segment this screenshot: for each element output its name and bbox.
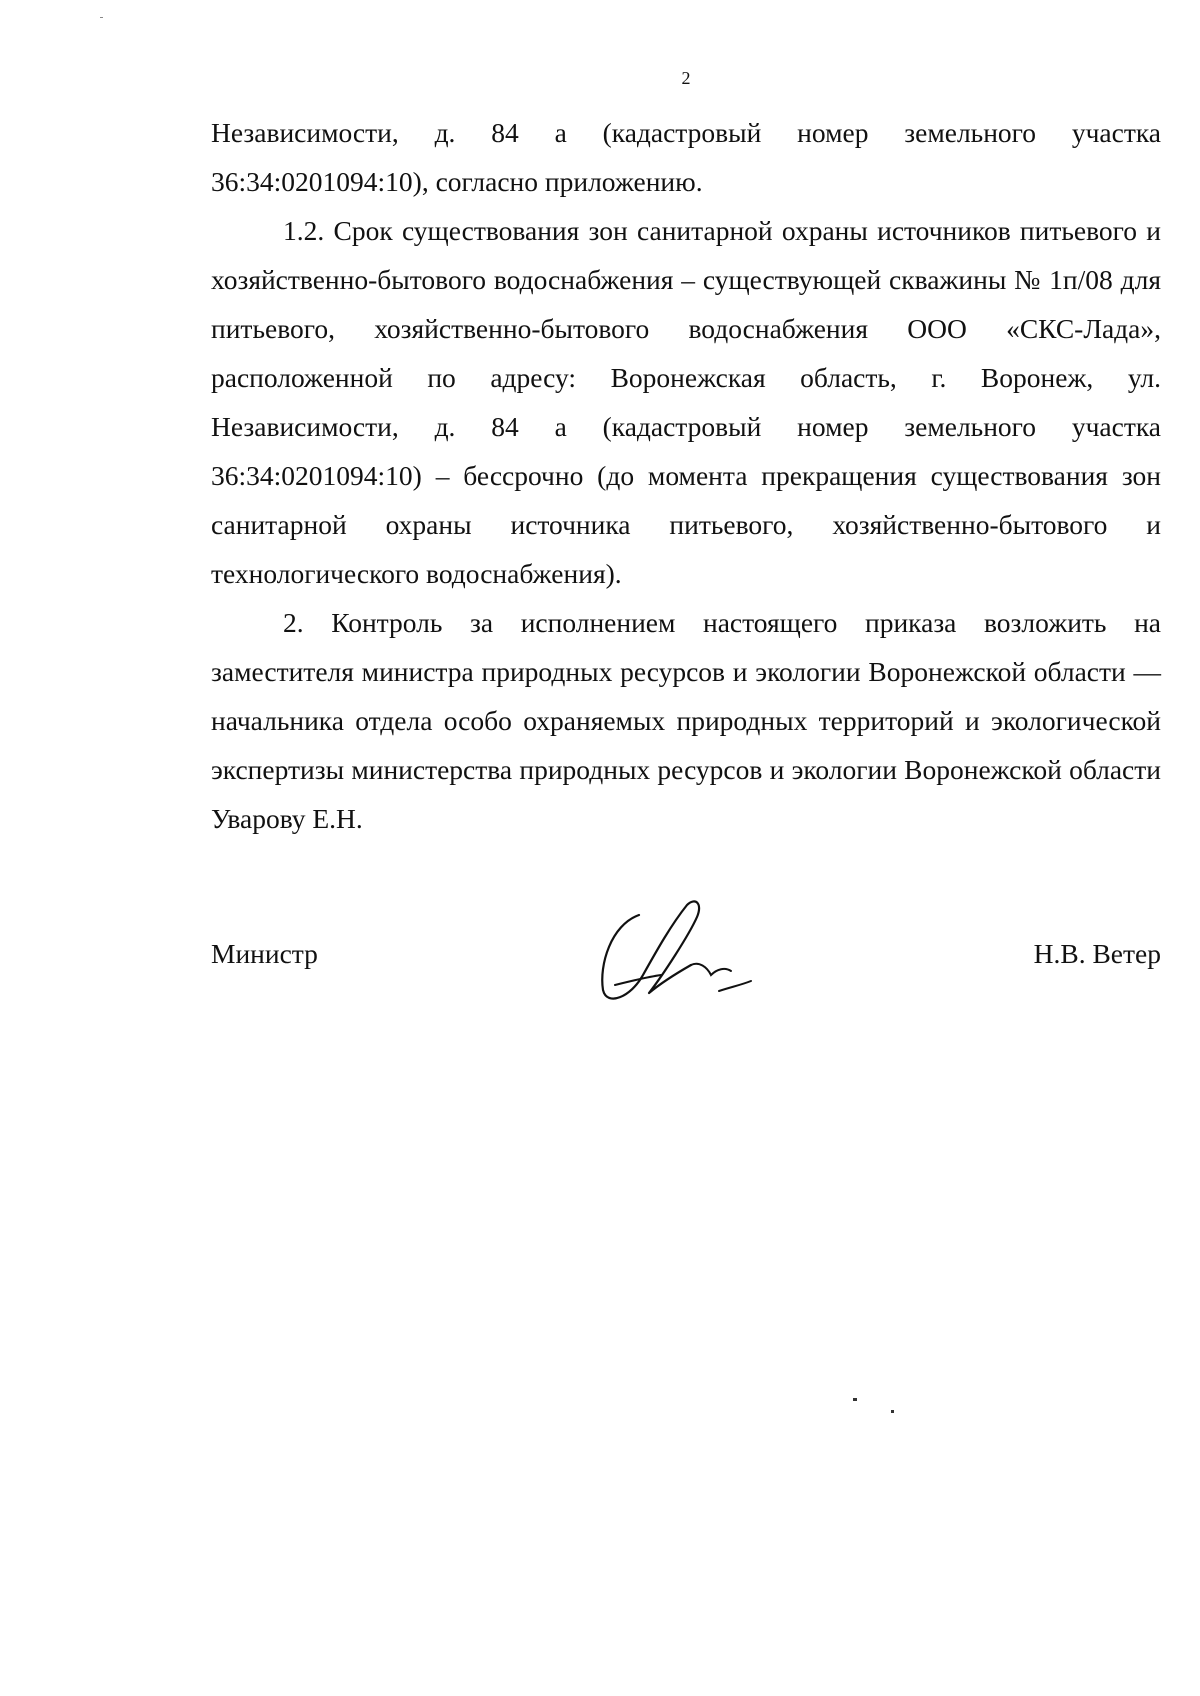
- paragraph-continuation: Независимости, д. 84 а (кадастровый номер земельного участка 36:34:0201094:10), согласно приложению.: [211, 117, 1161, 197]
- scan-mark: [891, 1410, 894, 1413]
- handwritten-signature: [591, 895, 771, 1005]
- signatory-title: Министр: [211, 938, 318, 969]
- document-body: [211, 108, 1161, 843]
- page-number: 2: [681, 68, 691, 88]
- paragraph-2: 2. Контроль за исполнением настоящего приказа возложить на заместителя министра природных ресурсов и экологии Воронежской области — начальника отдела особо охраняемых природных территорий и экологической экспертизы министерства природных ресурсов и экологии Воронежской области Уварову Е.Н.: [211, 607, 1161, 834]
- paragraph-1-2: 1.2. Срок существования зон санитарной охраны источников питьевого и хозяйственно-бытового водоснабжения – существующей скважины № 1п/08 для питьевого, хозяйственно-бытового водоснабжения ООО «СКС-Лада», расположенной по адресу: Воронежская область, г. Воронеж, ул. Независимости, д. 84 а (кадастровый номер земельного участка 36:34:0201094:10) – бессрочно (до момента прекращения существования зон санитарной охраны источника питьевого, хозяйственно-бытового и технологического водоснабжения).: [211, 215, 1161, 589]
- scan-speck: [100, 17, 103, 18]
- signature-block: [211, 895, 1161, 1005]
- scan-mark: [853, 1398, 857, 1401]
- signatory-name: Н.В. Ветер: [1033, 938, 1161, 969]
